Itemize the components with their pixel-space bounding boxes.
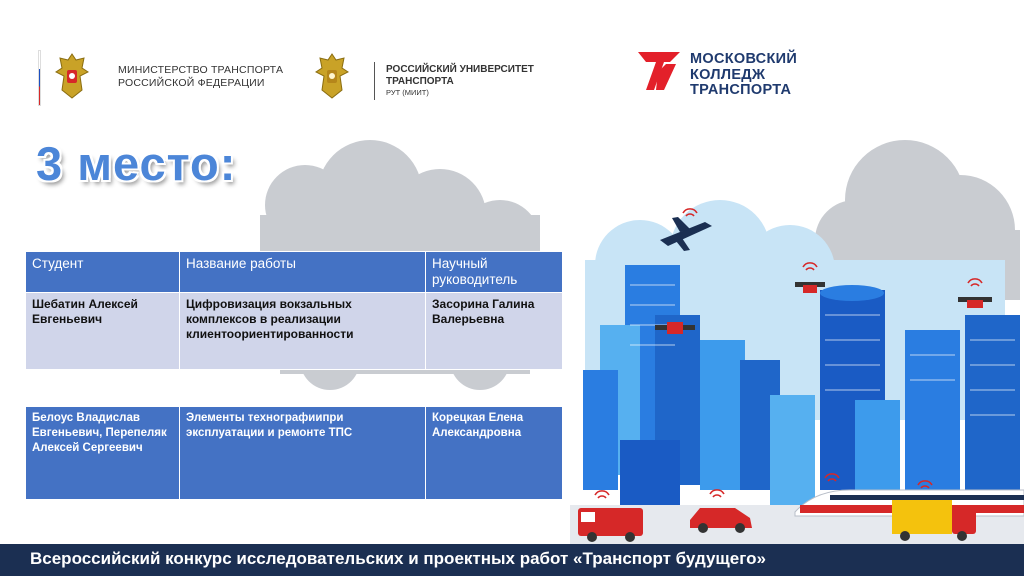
header-supervisor: Научный руководитель	[426, 252, 563, 293]
header-work-title: Название работы	[180, 252, 426, 293]
header-student: Студент	[26, 252, 180, 293]
university-line3: РУТ (МИИТ)	[386, 88, 429, 97]
ministry-line2: РОССИЙСКОЙ ФЕДЕРАЦИИ	[118, 77, 265, 89]
results-table-1	[25, 251, 563, 370]
university-line2: ТРАНСПОРТА	[386, 76, 454, 87]
college-line3: ТРАНСПОРТА	[690, 82, 792, 98]
place-title: 3 место:	[36, 137, 237, 190]
college-line2: КОЛЛЕДЖ	[690, 66, 766, 83]
cell-supervisor: Засорина Галина Валерьевна	[426, 293, 563, 370]
cell-student: Шебатин Алексей Евгеньевич	[26, 293, 180, 370]
college-line1: МОСКОВСКИЙ	[690, 51, 798, 67]
cell-work-title: Элементы техногрaфиипри эксплуатации и ремонте ТПС	[180, 407, 426, 500]
ministry-line1: МИНИСТЕРСТВО ТРАНСПОРТА	[118, 64, 284, 76]
university-line1: РОССИЙСКИЙ УНИВЕРСИТЕТ	[386, 64, 534, 75]
results-table-2	[25, 406, 563, 500]
cell-work-title: Цифровизация вокзальных комплексов в реализации клиентоориентированности	[180, 293, 426, 370]
cell-supervisor: Корецкая Елена Александровна	[426, 407, 563, 500]
table-header-row	[26, 252, 563, 293]
table-row	[26, 407, 563, 500]
table-row	[26, 293, 563, 370]
footer-text: Всероссийский конкурс исследовательских и проектных работ «Транспорт будущего»	[30, 549, 766, 568]
cell-student: Белоус Владислав Евгеньевич, Перепеляк Алексей Сергеевич	[26, 407, 180, 500]
